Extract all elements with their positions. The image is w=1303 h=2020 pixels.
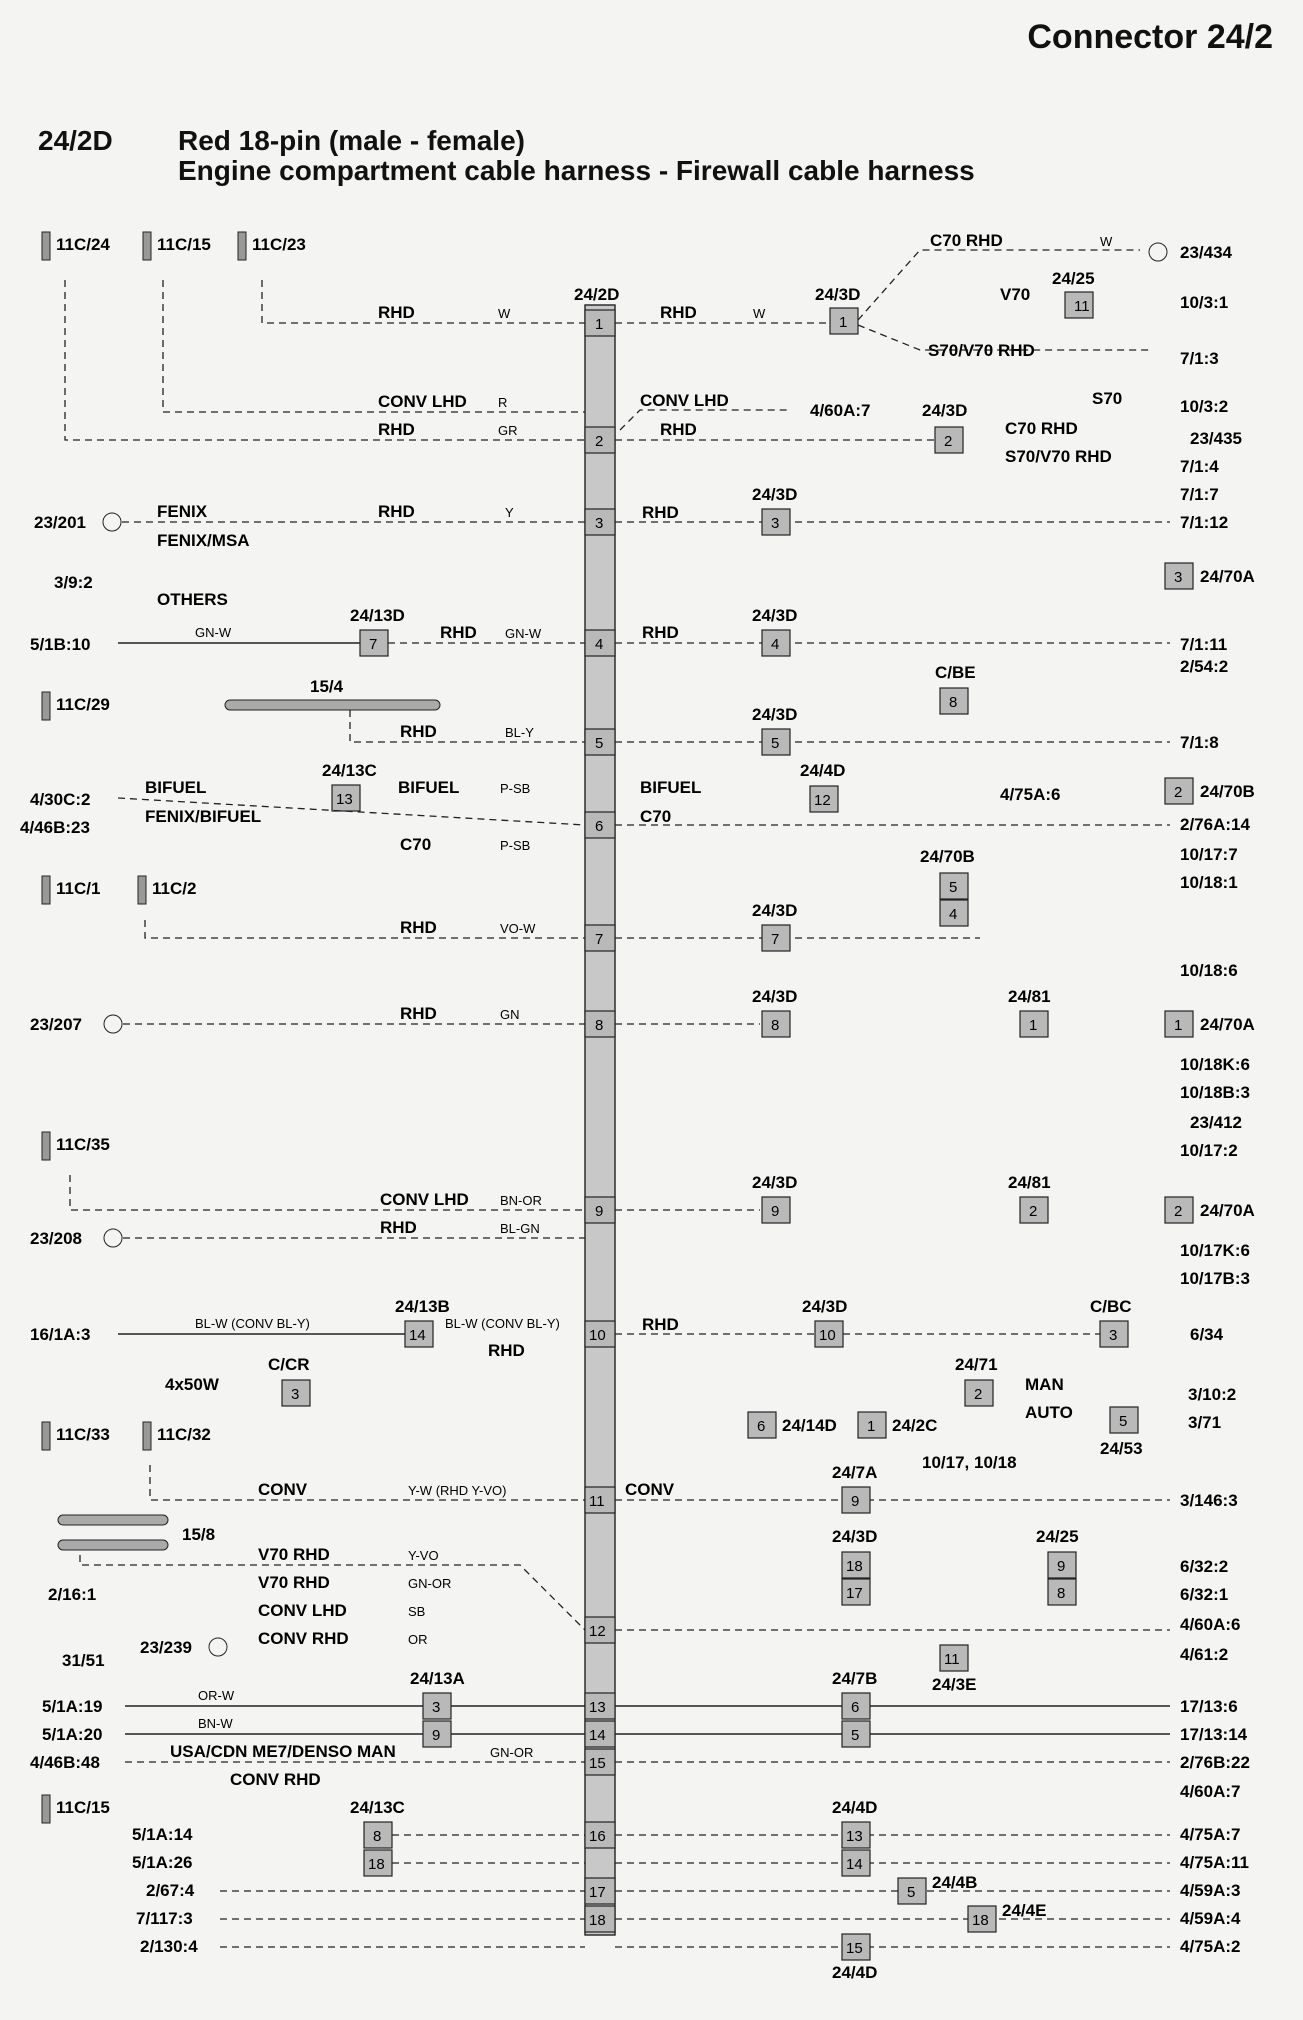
wire <box>150 1465 585 1500</box>
component-pin: 3 <box>771 515 780 532</box>
wire-label: C70 RHD <box>1005 419 1078 438</box>
right-terminal: 2/76A:14 <box>1180 815 1250 834</box>
wire-color: BL-W (CONV BL-Y) <box>195 1316 310 1331</box>
harness-description: Engine compartment cable harness - Firewall cable harness <box>178 155 975 186</box>
component-pin: 3 <box>291 1386 300 1403</box>
component-label: 24/71 <box>955 1355 998 1374</box>
ground-star-icon <box>209 1638 227 1656</box>
wire <box>163 280 585 412</box>
fuse-group-top <box>42 232 306 260</box>
wire-color: BL-W (CONV BL-Y) <box>445 1316 560 1331</box>
bus-bar-icon <box>58 1515 168 1525</box>
bus-bar-icon <box>225 700 440 710</box>
right-terminal: 24/70A <box>1200 567 1255 586</box>
component-pin: 9 <box>851 1493 860 1510</box>
left-terminal: 16/1A:3 <box>30 1325 91 1344</box>
component-pin: 7 <box>369 636 378 653</box>
component-pin: 8 <box>771 1017 780 1034</box>
wire-label: RHD <box>378 502 415 521</box>
left-terminal: 5/1B:10 <box>30 635 91 654</box>
component-label: 24/4D <box>800 761 846 780</box>
wire-label: RHD <box>378 303 415 322</box>
connector-pin-number: 10 <box>589 1327 606 1344</box>
left-terminal: 4/46B:48 <box>30 1753 100 1772</box>
right-terminal: 7/1:7 <box>1180 485 1219 504</box>
right-terminal: 4/61:2 <box>1180 1645 1229 1664</box>
right-terminal: 10/3:1 <box>1180 293 1229 312</box>
wire-color: BN-OR <box>500 1193 542 1208</box>
left-terminal: 3/9:2 <box>54 573 93 592</box>
right-terminal: 17/13:14 <box>1180 1725 1248 1744</box>
fuse-label: 11C/24 <box>56 235 110 254</box>
wire-label: BIFUEL <box>640 778 702 797</box>
component-pin: 2 <box>974 1386 983 1403</box>
wire-color: OR-W <box>198 1688 235 1703</box>
component-label: 24/13A <box>410 1669 465 1688</box>
component-pin: 7 <box>771 931 780 948</box>
connector-description: Red 18-pin (male - female) <box>178 125 525 156</box>
component-pin: 4 <box>771 636 780 653</box>
left-terminal: 7/117:3 <box>136 1909 193 1928</box>
wire-label: BIFUEL <box>145 778 207 797</box>
left-terminal: 23/239 <box>140 1638 192 1657</box>
wire-label: FENIX <box>157 502 208 521</box>
fuse-label: 11C/1 <box>56 879 101 898</box>
right-terminal: 4/60A:7 <box>1180 1782 1241 1801</box>
wire-color: W <box>1100 234 1113 249</box>
component-pin: 1 <box>867 1418 876 1435</box>
component-pin: 18 <box>846 1558 863 1575</box>
wire-color: BN-W <box>198 1716 233 1731</box>
right-terminal: 7/1:11 <box>1180 635 1228 654</box>
right-terminal: 7/1:12 <box>1180 513 1229 532</box>
component-pin: 18 <box>368 1856 385 1873</box>
component-pin: 1 <box>1174 1017 1183 1034</box>
ground-star-icon <box>104 1015 122 1033</box>
component-label: 24/4D <box>832 1798 878 1817</box>
component-label: 24/3D <box>752 705 798 724</box>
fuse-label: 11C/15 <box>157 235 211 254</box>
component-pin: 2 <box>1174 1203 1183 1220</box>
connector-pin-number: 18 <box>589 1912 606 1929</box>
wire-color: BL-Y <box>505 725 534 740</box>
wire-label: RHD <box>440 623 477 642</box>
wire-color: Y-W (RHD Y-VO) <box>408 1483 507 1498</box>
connector-pin-number: 6 <box>595 818 604 835</box>
fuse-icon <box>42 1422 50 1450</box>
component-pin: 5 <box>771 735 780 752</box>
connector-pin-number: 11 <box>589 1493 605 1510</box>
left-terminal: 5/1A:14 <box>132 1825 193 1844</box>
connector-pin-number: 2 <box>595 433 604 450</box>
right-terminal: 23/434 <box>1180 243 1232 262</box>
right-terminal: 24/70A <box>1200 1201 1255 1220</box>
wire-color: SB <box>408 1604 426 1619</box>
component-label: 24/2C <box>892 1416 938 1435</box>
wire-color: W <box>753 306 766 321</box>
wire-label: CONV <box>258 1480 308 1499</box>
right-terminal: 4/75A:6 <box>1000 785 1061 804</box>
left-terminal: 4/46B:23 <box>20 818 90 837</box>
component-label: C/BC <box>1090 1297 1132 1316</box>
component-pin: 11 <box>1074 298 1090 315</box>
wire-label: MAN <box>1025 1375 1064 1394</box>
component-label: 24/3D <box>752 901 798 920</box>
right-terminal: 7/1:4 <box>1180 457 1219 476</box>
right-terminal: 4/75A:11 <box>1180 1853 1249 1872</box>
ground-star-icon <box>1149 243 1167 261</box>
wire-color: GN <box>500 1007 520 1022</box>
page-title: Connector 24/2 <box>1027 18 1273 56</box>
component-pin: 10 <box>819 1327 836 1344</box>
fuse-icon <box>42 1795 50 1823</box>
component-pin: 6 <box>757 1418 766 1435</box>
wire-label: RHD <box>488 1341 525 1360</box>
component-label: 24/3D <box>752 987 798 1006</box>
wire <box>65 280 585 440</box>
component-label: 24/3D <box>752 606 798 625</box>
left-terminal: 2/16:1 <box>48 1585 97 1604</box>
component-pin: 2 <box>944 433 953 450</box>
component-pin: 8 <box>373 1828 382 1845</box>
component-pin: 9 <box>432 1727 441 1744</box>
component-pin: 17 <box>846 1585 863 1602</box>
wire-color: GN-OR <box>490 1745 534 1760</box>
fuse-label: 11C/15 <box>56 1798 110 1817</box>
component-pin: 13 <box>336 791 353 808</box>
fuse-icon <box>143 232 151 260</box>
connector-pin-number: 16 <box>589 1828 606 1845</box>
connector-pin-number: 15 <box>589 1755 606 1772</box>
component-label: 24/3D <box>832 1527 878 1546</box>
right-terminal: 2/76B:22 <box>1180 1753 1250 1772</box>
left-terminal: 4/30C:2 <box>30 790 91 809</box>
wire-label: RHD <box>642 503 679 522</box>
component-pin: 8 <box>1057 1585 1066 1602</box>
wire-color: W <box>498 306 511 321</box>
fuse-icon <box>143 1422 151 1450</box>
wire-color: VO-W <box>500 921 536 936</box>
wire-label: AUTO <box>1025 1403 1073 1422</box>
connector-24-2d <box>574 285 619 1935</box>
wire-label: S70/V70 RHD <box>928 341 1035 360</box>
component-label: 24/4D <box>832 1963 878 1982</box>
right-terminal: 10/18:6 <box>1180 961 1238 980</box>
right-terminal: 23/412 <box>1190 1113 1242 1132</box>
fuse-label: 11C/23 <box>252 235 306 254</box>
connector-pin-number: 3 <box>595 515 604 532</box>
connector-pin-number: 9 <box>595 1203 604 1220</box>
ground-star-icon <box>103 513 121 531</box>
right-terminal: 4/75A:7 <box>1180 1825 1241 1844</box>
wire-label: FENIX/MSA <box>157 531 250 550</box>
fuse-icon <box>42 1132 50 1160</box>
component-pin: 9 <box>1057 1558 1066 1575</box>
wire-label: RHD <box>400 918 437 937</box>
component-label: 24/7B <box>832 1669 878 1688</box>
wire-label: RHD <box>378 420 415 439</box>
wire-color: GN-W <box>195 625 232 640</box>
component-pin: 5 <box>907 1884 916 1901</box>
component-pin: 2 <box>1029 1203 1038 1220</box>
component-label: 24/4B <box>932 1873 978 1892</box>
component-pin: 6 <box>851 1699 860 1716</box>
left-terminal: 5/1A:26 <box>132 1853 193 1872</box>
wire-label: RHD <box>400 1004 437 1023</box>
wire-label: CONV <box>625 1480 675 1499</box>
right-terminal: 3/10:2 <box>1188 1385 1237 1404</box>
component-label: 24/4E <box>1002 1901 1047 1920</box>
component-pin: 8 <box>949 694 958 711</box>
connector-pin-number: 7 <box>595 931 604 948</box>
component-pin: 3 <box>1109 1327 1118 1344</box>
wire-pin1-left <box>262 280 585 323</box>
right-terminal: 10/3:2 <box>1180 397 1229 416</box>
right-terminal: 10/18K:6 <box>1180 1055 1250 1074</box>
component-label: C/CR <box>268 1355 310 1374</box>
right-terminal: 6/34 <box>1190 1325 1224 1344</box>
fuse-icon <box>238 232 246 260</box>
wire-label: 4x50W <box>165 1375 219 1394</box>
connector-pin-number: 13 <box>589 1699 606 1716</box>
right-terminal: 10/17:2 <box>1180 1141 1238 1160</box>
wire-label: V70 RHD <box>258 1545 330 1564</box>
component-pin: 12 <box>814 792 831 809</box>
left-terminal: 5/1A:20 <box>42 1725 103 1744</box>
wire-label: C70 <box>400 835 432 854</box>
right-terminal: 4/75A:2 <box>1180 1937 1241 1956</box>
component-label: C/BE <box>935 663 976 682</box>
component-pin: 14 <box>409 1327 426 1344</box>
component-label: 24/3D <box>752 485 798 504</box>
left-terminal: 23/207 <box>30 1015 82 1034</box>
wire-label: BIFUEL <box>398 778 460 797</box>
component-label: 24/81 <box>1008 1173 1051 1192</box>
wire-label: RHD <box>660 420 697 439</box>
component-label: 24/13B <box>395 1297 450 1316</box>
left-terminal: 23/201 <box>34 513 86 532</box>
right-terminal: 4/60A:6 <box>1180 1615 1241 1634</box>
left-terminal: 5/1A:19 <box>42 1697 103 1716</box>
wire-color: OR <box>408 1632 428 1647</box>
connector-code: 24/2D <box>38 125 113 156</box>
wire-color: P-SB <box>500 838 531 853</box>
wire-color: R <box>498 395 508 410</box>
fuse-icon <box>42 232 50 260</box>
component-label: 24/13C <box>322 761 377 780</box>
connector-pin-number: 14 <box>589 1727 606 1744</box>
left-terminal: 23/208 <box>30 1229 82 1248</box>
wire-label: CONV LHD <box>378 392 467 411</box>
component-pin: 1 <box>839 314 848 331</box>
right-terminal: 7/1:3 <box>1180 349 1219 368</box>
right-terminal: 4/59A:4 <box>1180 1909 1241 1928</box>
wire-color: Y <box>505 505 514 520</box>
left-terminal: 2/130:4 <box>140 1937 198 1956</box>
component-label: 24/7A <box>832 1463 878 1482</box>
right-terminal: 24/70A <box>1200 1015 1255 1034</box>
connector-pin-number: 1 <box>595 316 604 333</box>
wire-color: BL-GN <box>500 1221 540 1236</box>
wire-label: V70 RHD <box>258 1573 330 1592</box>
right-terminal: 10/17, 10/18 <box>922 1453 1017 1472</box>
component-pin: 4 <box>949 906 958 923</box>
right-terminal: 23/435 <box>1190 429 1242 448</box>
component-pin: 14 <box>846 1856 863 1873</box>
wire-color: GR <box>498 423 518 438</box>
right-terminal: 6/32:1 <box>1180 1585 1229 1604</box>
right-terminal: 10/17B:3 <box>1180 1269 1250 1288</box>
component-pin: 15 <box>846 1940 863 1957</box>
component-label: 24/81 <box>1008 987 1051 1006</box>
bus-bar-icon <box>58 1540 168 1550</box>
wire-label: RHD <box>642 1315 679 1334</box>
component-label: 24/14D <box>782 1416 837 1435</box>
component-pin: 5 <box>851 1727 860 1744</box>
component-pin: 3 <box>432 1699 441 1716</box>
component-label: 24/3E <box>932 1675 977 1694</box>
fuse-label: 11C/32 <box>157 1425 211 1444</box>
right-terminal: 10/17:7 <box>1180 845 1238 864</box>
component-label: 24/25 <box>1052 269 1095 288</box>
fuse-label: 11C/2 <box>152 879 197 898</box>
wire-label: CONV RHD <box>230 1770 321 1789</box>
right-terminal: 3/71 <box>1188 1413 1222 1432</box>
right-terminal: 3/146:3 <box>1180 1491 1238 1510</box>
wire-color: P-SB <box>500 781 531 796</box>
wire <box>620 410 790 430</box>
component-label: 15/8 <box>182 1525 216 1544</box>
wire-label: V70 <box>1000 285 1031 304</box>
component-pin: 2 <box>1174 784 1183 801</box>
right-terminal: 10/18B:3 <box>1180 1083 1250 1102</box>
component-pin: 18 <box>972 1912 989 1929</box>
connector-bar <box>585 305 615 1935</box>
fuse-label: 11C/29 <box>56 695 110 714</box>
wire-label: C70 RHD <box>930 231 1003 250</box>
right-terminal: 10/17K:6 <box>1180 1241 1250 1260</box>
wire-label: RHD <box>660 303 697 322</box>
component-label: 24/3D <box>815 285 861 304</box>
wire-color: Y-VO <box>408 1548 439 1563</box>
wire-label: S70 <box>1092 389 1123 408</box>
component-label: 15/4 <box>310 677 344 696</box>
component-label: 24/70B <box>920 847 975 866</box>
wire-label: CONV LHD <box>380 1190 469 1209</box>
wire-label: RHD <box>642 623 679 642</box>
right-terminal: 17/13:6 <box>1180 1697 1238 1716</box>
wire-label: USA/CDN ME7/DENSO MAN <box>170 1742 396 1761</box>
right-terminal: 10/18:1 <box>1180 873 1238 892</box>
fuse-icon <box>138 876 146 904</box>
wire-label: FENIX/BIFUEL <box>145 807 262 826</box>
component-label: 24/3D <box>922 401 968 420</box>
wire-label: CONV LHD <box>258 1601 347 1620</box>
component-pin: 5 <box>949 879 958 896</box>
right-terminal: 24/70B <box>1200 782 1255 801</box>
fuse-icon <box>42 692 50 720</box>
right-terminal: 4/60A:7 <box>810 401 871 420</box>
wire-label: CONV LHD <box>640 391 729 410</box>
wire-label: C70 <box>640 807 672 826</box>
connector-pin-number: 5 <box>595 735 604 752</box>
left-terminal: 2/67:4 <box>146 1881 195 1900</box>
right-terminal: 6/32:2 <box>1180 1557 1229 1576</box>
right-terminal: 2/54:2 <box>1180 657 1229 676</box>
connector-label: 24/2D <box>574 285 620 304</box>
connector-pin-number: 8 <box>595 1017 604 1034</box>
wire <box>858 250 1140 320</box>
component-label: 24/13D <box>350 606 405 625</box>
component-pin: 13 <box>846 1828 863 1845</box>
fuse-label: 11C/35 <box>56 1135 110 1154</box>
component-pin: 5 <box>1119 1413 1128 1430</box>
right-terminal: 4/59A:3 <box>1180 1881 1241 1900</box>
connector-pin-number: 12 <box>589 1623 606 1640</box>
wire-label: RHD <box>380 1218 417 1237</box>
wire-label: S70/V70 RHD <box>1005 447 1112 466</box>
fuse-label: 11C/33 <box>56 1425 110 1444</box>
left-terminal: 31/51 <box>62 1651 105 1670</box>
connector-pin-number: 4 <box>595 636 604 653</box>
wire-label: RHD <box>400 722 437 741</box>
component-pin: 1 <box>1029 1017 1038 1034</box>
component-pin: 9 <box>771 1203 780 1220</box>
component-pin: 11 <box>944 1651 960 1668</box>
wire-color: GN-W <box>505 626 542 641</box>
connector-pin-number: 17 <box>589 1884 606 1901</box>
wire <box>350 710 585 742</box>
component-label: 24/3D <box>802 1297 848 1316</box>
wire-label: CONV RHD <box>258 1629 349 1648</box>
component-pin: 3 <box>1174 569 1183 586</box>
component-label: 24/53 <box>1100 1439 1143 1458</box>
fuse-icon <box>42 876 50 904</box>
component-label: 24/13C <box>350 1798 405 1817</box>
wire-label: OTHERS <box>157 590 228 609</box>
ground-star-icon <box>104 1229 122 1247</box>
component-label: 24/25 <box>1036 1527 1079 1546</box>
component-label: 24/3D <box>752 1173 798 1192</box>
wire-color: GN-OR <box>408 1576 452 1591</box>
right-terminal: 7/1:8 <box>1180 733 1219 752</box>
